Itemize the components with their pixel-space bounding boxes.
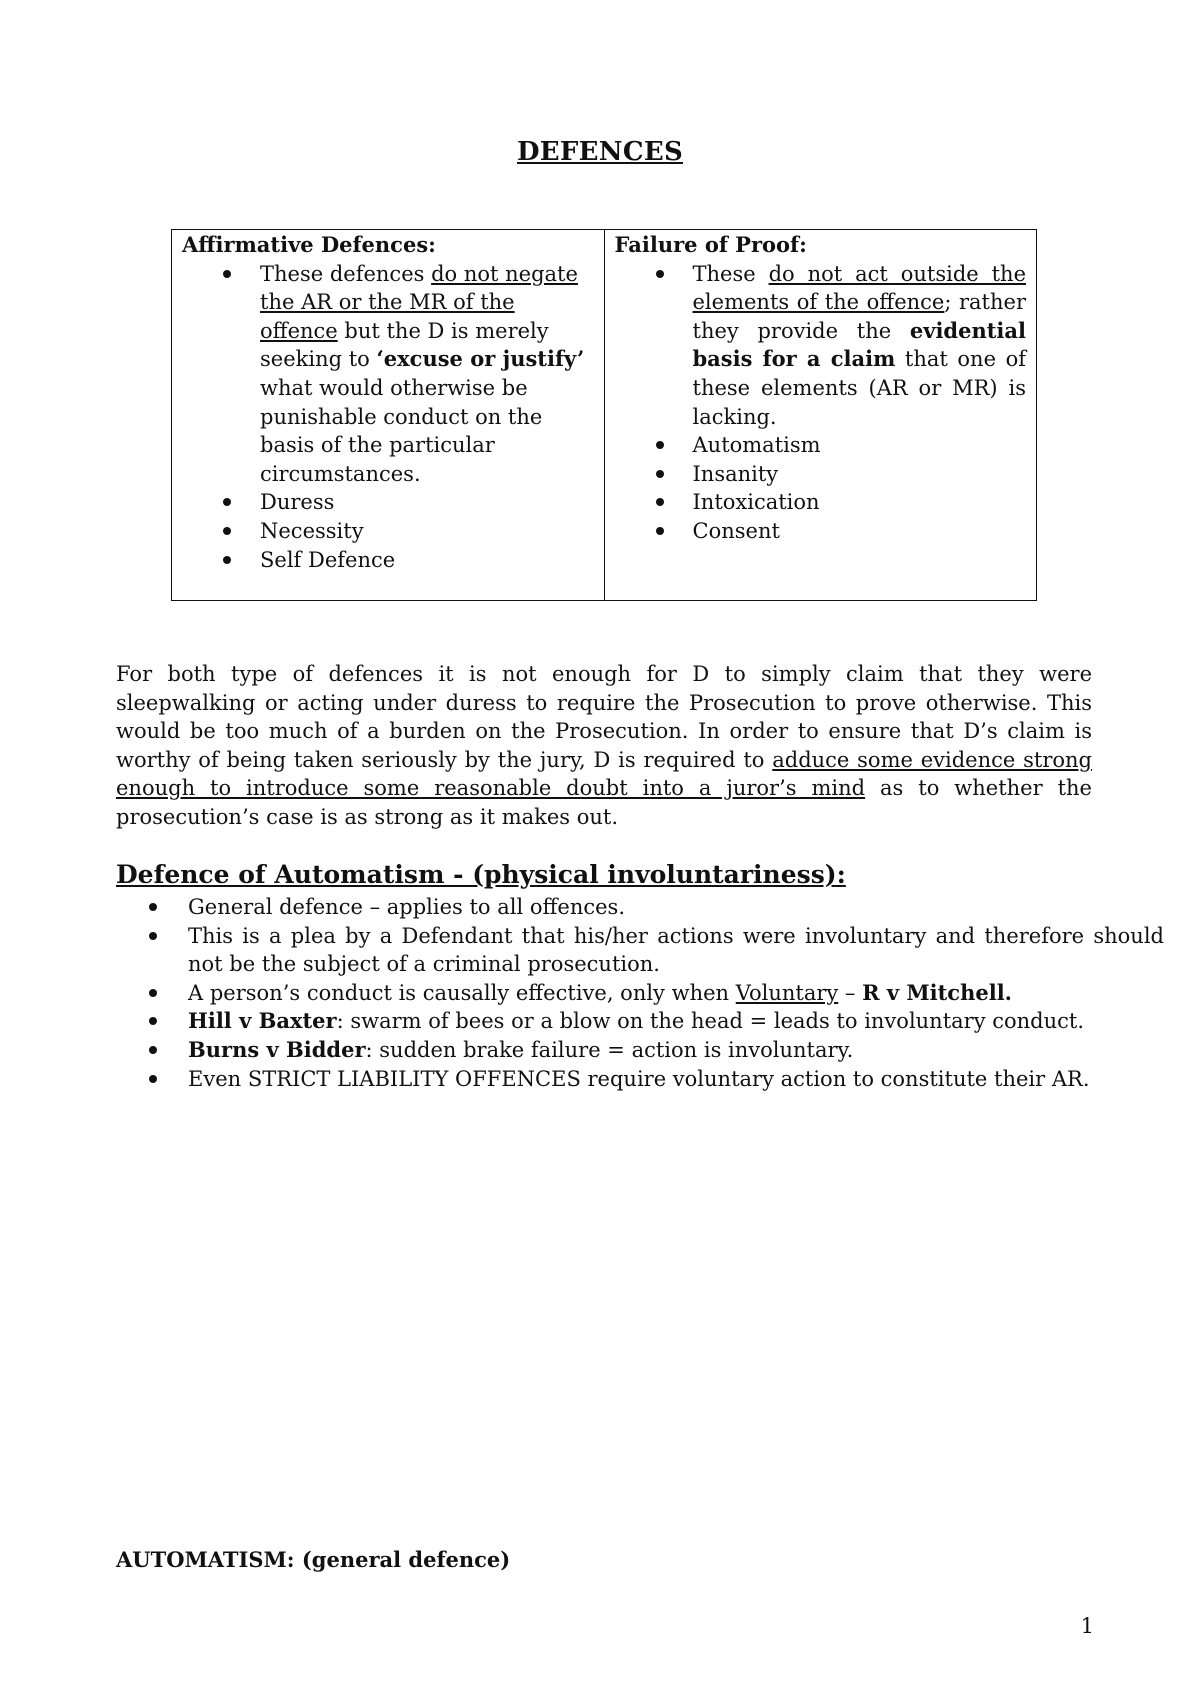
failure-of-proof-cell xyxy=(604,230,1037,601)
automatism-section-heading: AUTOMATISM: (general defence) xyxy=(116,1547,511,1572)
list-item: Consent xyxy=(693,517,1027,546)
affirmative-defences-cell xyxy=(172,230,605,601)
affirmative-defences-heading: Affirmative Defences: xyxy=(182,232,436,257)
automatism-list xyxy=(116,893,1164,1093)
failure-of-proof-heading: Failure of Proof: xyxy=(614,232,807,257)
list-item: A person’s conduct is causally effective, only when Voluntary – R v Mitchell. xyxy=(188,979,1164,1008)
page-title: DEFENCES xyxy=(516,137,684,168)
list-item: These do not act outside the elements of the offence; rather they provide the evidential basis for a claim that one of these elements (AR or MR) is lacking. xyxy=(693,260,1027,432)
list-item: These defences do not negate the AR or the MR of the offence but the D is merely seeking to ‘excuse or justify’ what would otherwise be punishable conduct on the basis of the particular circumstances. xyxy=(260,260,594,489)
list-item: Necessity xyxy=(260,517,594,546)
list-item: Duress xyxy=(260,488,594,517)
automatism-heading: Defence of Automatism - (physical involuntariness): xyxy=(116,860,846,889)
list-item: This is a plea by a Defendant that his/her actions were involuntary and therefore should not be the subject of a criminal prosecution. xyxy=(188,922,1164,979)
page-number: 1 xyxy=(1080,1614,1094,1638)
defences-table xyxy=(171,229,1037,601)
intro-paragraph: For both type of defences it is not enough for D to simply claim that they were sleepwalking or acting under duress to require the Prosecution to prove otherwise. This would be too much of a burden on the Prosecution. In order to ensure that D’s claim is worthy of being taken seriously by the jury, D is required to adduce some evidence strong enough to introduce some reasonable doubt into a juror’s mind as to whether the prosecution’s case is as strong as it makes out. xyxy=(116,662,1092,829)
list-item: Insanity xyxy=(693,460,1027,489)
list-item: Intoxication xyxy=(693,488,1027,517)
failure-of-proof-list xyxy=(615,260,1027,546)
list-item: Hill v Baxter: swarm of bees or a blow on the head = leads to involuntary conduct. xyxy=(188,1007,1164,1036)
list-item: Even STRICT LIABILITY OFFENCES require voluntary action to constitute their AR. xyxy=(188,1065,1164,1094)
list-item: General defence – applies to all offences. xyxy=(188,893,1164,922)
affirmative-defences-list xyxy=(182,260,594,575)
list-item: Burns v Bidder: sudden brake failure = action is involuntary. xyxy=(188,1036,1164,1065)
list-item: Self Defence xyxy=(260,546,594,575)
list-item: Automatism xyxy=(693,431,1027,460)
